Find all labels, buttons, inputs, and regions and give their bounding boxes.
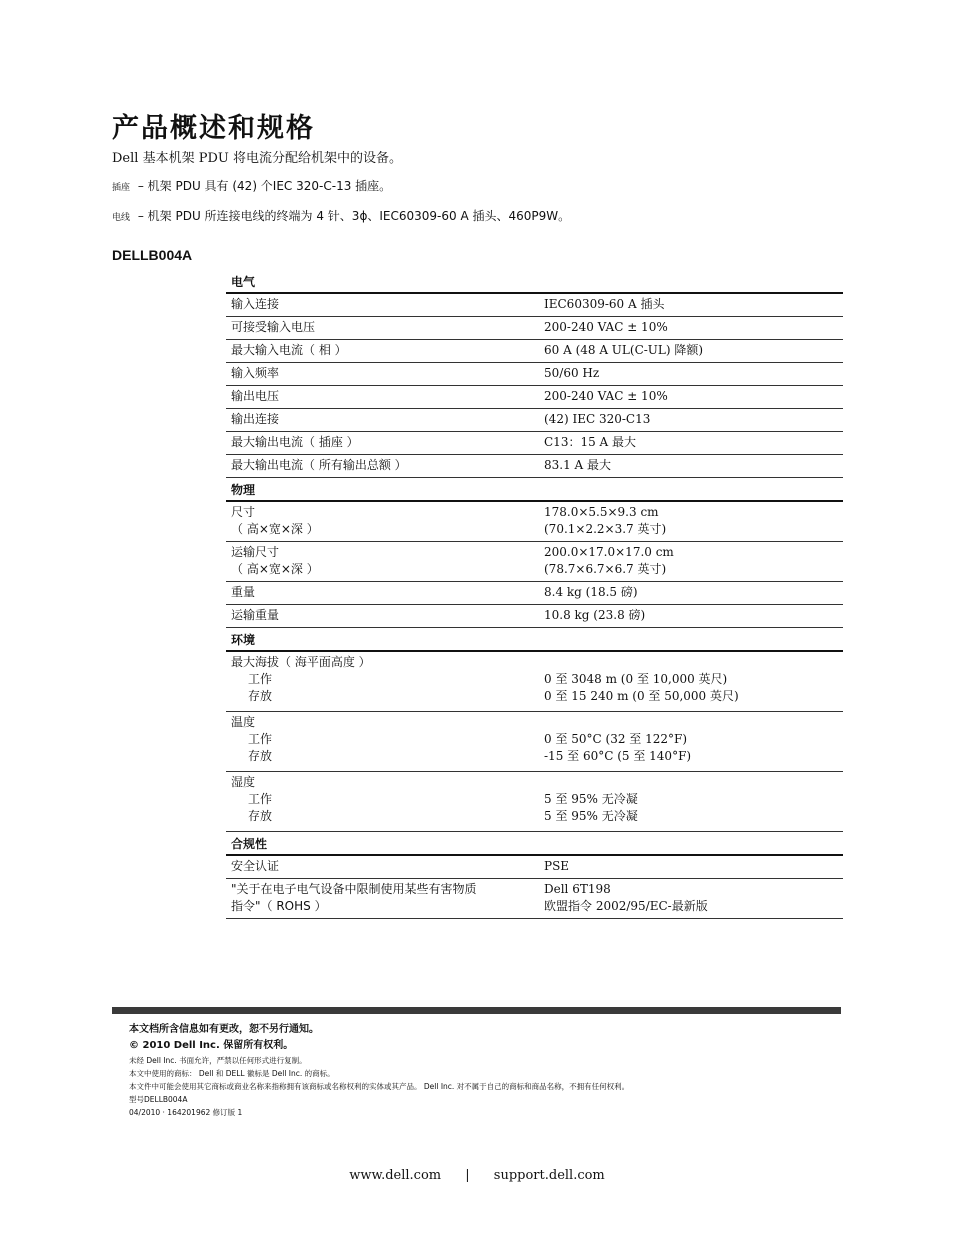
footer-line: 04/2010 · 164201962 修订版 1 [129, 1108, 243, 1117]
outlet-description [112, 177, 391, 194]
section-physical: 物理 [226, 478, 843, 502]
label-line: 工作 [248, 672, 273, 686]
row-label [226, 714, 539, 765]
cord-tag: 电线 [112, 213, 131, 223]
value-line: (78.7×6.7×6.7 英寸) [544, 562, 667, 576]
spec-table [226, 270, 843, 919]
table-row [226, 409, 843, 432]
table-row [226, 317, 843, 340]
row-label [226, 504, 539, 538]
row-label [226, 881, 539, 915]
row-value: 8.4 kg (18.5 磅) [544, 585, 638, 599]
row-label: 输出连接 [231, 412, 280, 426]
footer-line: 型号DELLB004A [129, 1095, 188, 1104]
outlet-text: – 机架 PDU 具有 (42) 个IEC 320-C-13 插座。 [137, 179, 392, 193]
value-line: (70.1×2.2×3.7 英寸) [544, 522, 667, 536]
table-row [226, 772, 843, 832]
row-value: 200-240 VAC ± 10% [544, 320, 668, 334]
table-row [226, 294, 843, 317]
footer-line: 本文件中可能会使用其它商标或商业名称来指称拥有该商标或名称权利的实体或其产品。 Dell Inc. 对不属于自己的商标和商品名称，不拥有任何权利。 [129, 1082, 630, 1091]
label-line: （ 高×宽×深 ） [231, 562, 319, 576]
page-title: 产品概述和规格 [112, 113, 315, 144]
notice-text: 本文档所含信息如有更改，恕不另行通知。 [129, 1024, 319, 1035]
row-label: 重量 [231, 585, 256, 599]
footer-divider [112, 1007, 841, 1014]
row-value: 60 A (48 A UL(C-UL) 降额) [544, 343, 704, 357]
table-row [226, 879, 843, 919]
section-electrical: 电气 [226, 270, 843, 294]
row-value: IEC60309-60 A 插头 [544, 297, 665, 311]
value-line: 5 至 95% 无冷凝 [544, 792, 638, 806]
model-heading: DELLB004A [112, 247, 193, 263]
label-line: 工作 [248, 732, 273, 746]
row-label: 输出电压 [231, 389, 280, 403]
table-row [226, 386, 843, 409]
value-line: 0 至 15 240 m (0 至 50,000 英尺) [544, 689, 739, 703]
label-line: 指令"（ ROHS ） [231, 899, 327, 913]
row-label: 运输重量 [231, 608, 280, 622]
label-line: （ 高×宽×深 ） [231, 522, 319, 536]
row-label: 最大输出电流（ 插座 ） [231, 435, 359, 449]
cord-text: – 机架 PDU 所连接电线的终端为 4 针、3ϕ、IEC60309-60 A 插头、460P9W。 [137, 209, 571, 223]
label-line: 尺寸 [231, 505, 256, 519]
value-line: 0 至 50°C (32 至 122°F) [544, 732, 688, 746]
value-line: 178.0×5.5×9.3 cm [544, 505, 659, 519]
value-line: 0 至 3048 m (0 至 10,000 英尺) [544, 672, 728, 686]
table-row [226, 455, 843, 478]
row-value: 200-240 VAC ± 10% [544, 389, 668, 403]
outlet-tag: 插座 [112, 183, 131, 193]
row-value [539, 544, 843, 578]
label-line: 温度 [231, 715, 256, 729]
row-value: C13：15 A 最大 [544, 435, 637, 449]
label-line: 存放 [248, 689, 273, 703]
table-row [226, 605, 843, 628]
label-line: 存放 [248, 749, 273, 763]
link-separator: | [465, 1168, 470, 1183]
row-label: 输入频率 [231, 366, 280, 380]
footer-line: 本文中使用的商标： Dell 和 DELL 徽标是 Dell Inc. 的商标。 [129, 1069, 335, 1078]
table-row [226, 856, 843, 879]
table-row [226, 432, 843, 455]
row-value: PSE [544, 859, 570, 873]
value-line: 5 至 95% 无冷凝 [544, 809, 638, 823]
row-value: (42) IEC 320-C13 [544, 412, 651, 426]
dell-website-link[interactable]: www.dell.com [349, 1168, 442, 1183]
value-line: 200.0×17.0×17.0 cm [544, 545, 674, 559]
table-row [226, 712, 843, 772]
row-value: 83.1 A 最大 [544, 458, 612, 472]
row-label: 最大输入电流（ 相 ） [231, 343, 347, 357]
label-line: "关于在电子电气设备中限制使用某些有害物质 [231, 882, 477, 896]
table-row [226, 542, 843, 582]
table-row [226, 340, 843, 363]
section-compliance: 合规性 [226, 832, 843, 856]
row-label [226, 774, 539, 825]
row-value: 50/60 Hz [544, 366, 600, 380]
label-line: 湿度 [231, 775, 256, 789]
label-line: 最大海拔（ 海平面高度 ） [231, 655, 371, 669]
row-value [539, 504, 843, 538]
row-value: 10.8 kg (23.8 磅) [544, 608, 646, 622]
label-line: 工作 [248, 792, 273, 806]
table-row [226, 582, 843, 605]
value-line: Dell 6T198 [544, 882, 611, 896]
table-row [226, 363, 843, 386]
cord-description [112, 207, 570, 224]
support-website-link[interactable]: support.dell.com [493, 1168, 605, 1183]
table-row [226, 652, 843, 712]
row-value [539, 714, 843, 765]
copyright-text: © 2010 Dell Inc. 保留所有权利。 [129, 1040, 294, 1051]
value-line: 欧盟指令 2002/95/EC-最新版 [544, 899, 708, 913]
website-links [0, 1168, 954, 1183]
row-label [226, 654, 539, 705]
row-label: 可接受输入电压 [231, 320, 316, 334]
row-label: 最大输出电流（ 所有输出总额 ） [231, 458, 407, 472]
footer-line: 未经 Dell Inc. 书面允许，严禁以任何形式进行复制。 [129, 1056, 307, 1065]
label-line: 运输尺寸 [231, 545, 280, 559]
row-label: 输入连接 [231, 297, 280, 311]
intro-text: Dell 基本机架 PDU 将电流分配给机架中的设备。 [112, 151, 402, 166]
table-row [226, 502, 843, 542]
row-label [226, 544, 539, 578]
row-label: 安全认证 [231, 859, 280, 873]
row-value [539, 774, 843, 825]
footer-notes [129, 1022, 629, 1119]
value-line: -15 至 60°C (5 至 140°F) [544, 749, 692, 763]
row-value [539, 881, 843, 915]
section-environment: 环境 [226, 628, 843, 652]
row-value [539, 654, 843, 705]
label-line: 存放 [248, 809, 273, 823]
